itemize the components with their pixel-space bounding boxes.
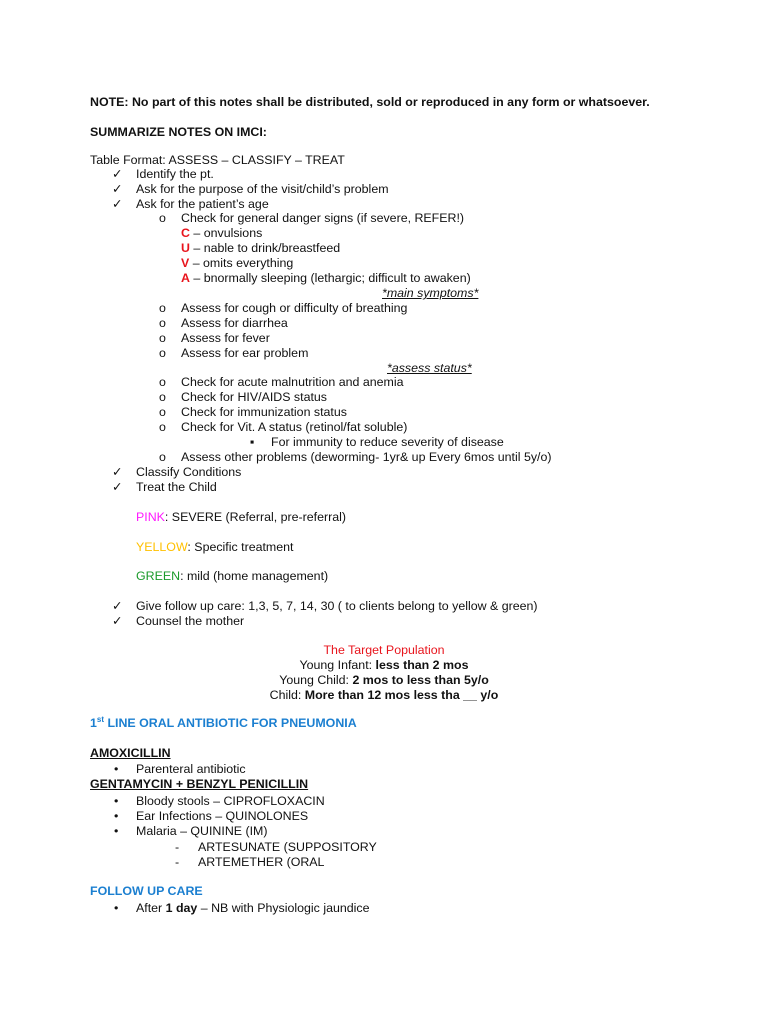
color-code-yellow — [136, 540, 293, 555]
checklist-item: Give follow up care: 1,3, 5, 7, 14, 30 ( to clients belong to yellow & green) — [136, 599, 538, 613]
target-label: Child: — [269, 688, 305, 702]
circle-bullet-icon: o — [159, 420, 166, 434]
follow-up-item — [136, 901, 369, 916]
circle-bullet-icon: o — [159, 450, 166, 464]
follow-up-prefix: After — [136, 901, 166, 915]
assess-item: Assess for ear problem — [181, 346, 309, 360]
circle-bullet-icon: o — [159, 211, 166, 225]
status-item: Check for Vit. A status (retinol/fat soluble) — [181, 420, 408, 434]
danger-letter: V — [181, 256, 190, 270]
dot-bullet-icon: • — [114, 794, 119, 808]
color-code-green — [136, 569, 328, 584]
amoxicillin-heading: AMOXICILLIN — [90, 746, 171, 760]
dot-bullet-icon: • — [114, 824, 119, 838]
pink-text: : SEVERE (Referral, pre-referral) — [164, 510, 347, 524]
danger-text: – onvulsions — [189, 226, 263, 240]
checkmark-icon: ✓ — [112, 182, 123, 196]
dot-bullet-icon: • — [114, 901, 119, 915]
target-row-young-infant — [0, 658, 768, 673]
assess-other-item: Assess other problems (deworming- 1yr& up Every 6mos until 5y/o) — [181, 450, 552, 464]
checklist-item: Treat the Child — [136, 480, 217, 494]
danger-text: – omits everything — [189, 256, 294, 270]
gentamycin-item: Bloody stools – CIPROFLOXACIN — [136, 794, 325, 808]
amoxicillin-item: Parenteral antibiotic — [136, 762, 246, 776]
table-format: Table Format: ASSESS – CLASSIFY – TREAT — [90, 153, 345, 167]
antibiotic-heading — [90, 716, 357, 731]
danger-letter: U — [181, 241, 190, 255]
checklist-item: Ask for the patient’s age — [136, 197, 269, 211]
pink-label: PINK — [136, 510, 165, 524]
green-text: : mild (home management) — [180, 569, 329, 583]
danger-sign-c — [181, 226, 262, 241]
assess-status-caption: *assess status* — [387, 361, 472, 375]
gentamycin-item: Malaria – QUININE (IM) — [136, 824, 268, 838]
yellow-label: YELLOW — [136, 540, 188, 554]
checkmark-icon: ✓ — [112, 614, 123, 628]
color-code-pink — [136, 510, 346, 525]
circle-bullet-icon: o — [159, 375, 166, 389]
target-value: less than 2 mos — [375, 658, 469, 672]
assess-item: Assess for cough or difficulty of breathing — [181, 301, 408, 315]
dot-bullet-icon: • — [114, 762, 119, 776]
target-value: More than 12 mos less tha __ y/o — [304, 688, 499, 702]
green-label: GREEN — [136, 569, 181, 583]
danger-sign-a — [181, 271, 471, 286]
checklist-item: Ask for the purpose of the visit/child’s problem — [136, 182, 389, 196]
danger-text: – nable to drink/breastfeed — [189, 241, 341, 255]
yellow-text: : Specific treatment — [187, 540, 294, 554]
vit-a-subitem: For immunity to reduce severity of disease — [271, 435, 504, 449]
dash-bullet-icon: - — [175, 840, 180, 854]
danger-sign-v — [181, 256, 293, 271]
gentamycin-item: Ear Infections – QUINOLONES — [136, 809, 309, 823]
circle-bullet-icon: o — [159, 331, 166, 345]
danger-letter: A — [181, 271, 190, 285]
checklist-item: Counsel the mother — [136, 614, 245, 628]
antibiotic-heading-num: 1 — [90, 716, 97, 730]
circle-bullet-icon: o — [159, 316, 166, 330]
status-item: Check for immunization status — [181, 405, 347, 419]
square-bullet-icon: ▪ — [250, 435, 255, 449]
dot-bullet-icon: • — [114, 809, 119, 823]
target-label: Young Infant: — [299, 658, 376, 672]
danger-text: – bnormally sleeping (lethargic; difficult to awaken) — [189, 271, 471, 285]
checkmark-icon: ✓ — [112, 480, 123, 494]
assess-item: Assess for fever — [181, 331, 270, 345]
target-label: Young Child: — [279, 673, 353, 687]
circle-bullet-icon: o — [159, 405, 166, 419]
target-value: 2 mos to less than 5y/o — [352, 673, 489, 687]
checklist-item: Classify Conditions — [136, 465, 242, 479]
assess-item: Assess for diarrhea — [181, 316, 288, 330]
antibiotic-heading-sup: st — [96, 715, 105, 724]
checkmark-icon: ✓ — [112, 465, 123, 479]
disclaimer-note: NOTE: No part of this notes shall be distributed, sold or reproduced in any form or whatsoever. — [90, 95, 650, 109]
follow-up-bold: 1 day — [165, 901, 198, 915]
target-row-young-child — [0, 673, 768, 688]
follow-up-heading: FOLLOW UP CARE — [90, 884, 203, 898]
circle-bullet-icon: o — [159, 346, 166, 360]
main-symptoms-caption: *main symptoms* — [382, 286, 479, 300]
target-population-title: The Target Population — [323, 643, 445, 657]
danger-letter: C — [181, 226, 190, 240]
status-item: Check for acute malnutrition and anemia — [181, 375, 404, 389]
danger-signs-heading: Check for general danger signs (if severe, REFER!) — [181, 211, 465, 225]
checklist-item: Identify the pt. — [136, 167, 214, 181]
target-row-child — [0, 688, 768, 703]
checkmark-icon: ✓ — [112, 599, 123, 613]
antibiotic-heading-text: LINE ORAL ANTIBIOTIC FOR PNEUMONIA — [104, 716, 357, 730]
follow-up-rest: – NB with Physiologic jaundice — [197, 901, 370, 915]
malaria-subitem: ARTEMETHER (ORAL — [198, 855, 325, 869]
circle-bullet-icon: o — [159, 301, 166, 315]
status-item: Check for HIV/AIDS status — [181, 390, 327, 404]
malaria-subitem: ARTESUNATE (SUPPOSITORY — [198, 840, 377, 854]
gentamycin-heading: GENTAMYCIN + BENZYL PENICILLIN — [90, 777, 309, 791]
summary-title: SUMMARIZE NOTES ON IMCI: — [90, 125, 267, 139]
checkmark-icon: ✓ — [112, 167, 123, 181]
circle-bullet-icon: o — [159, 390, 166, 404]
danger-sign-u — [181, 241, 340, 256]
dash-bullet-icon: - — [175, 855, 180, 869]
checkmark-icon: ✓ — [112, 197, 123, 211]
